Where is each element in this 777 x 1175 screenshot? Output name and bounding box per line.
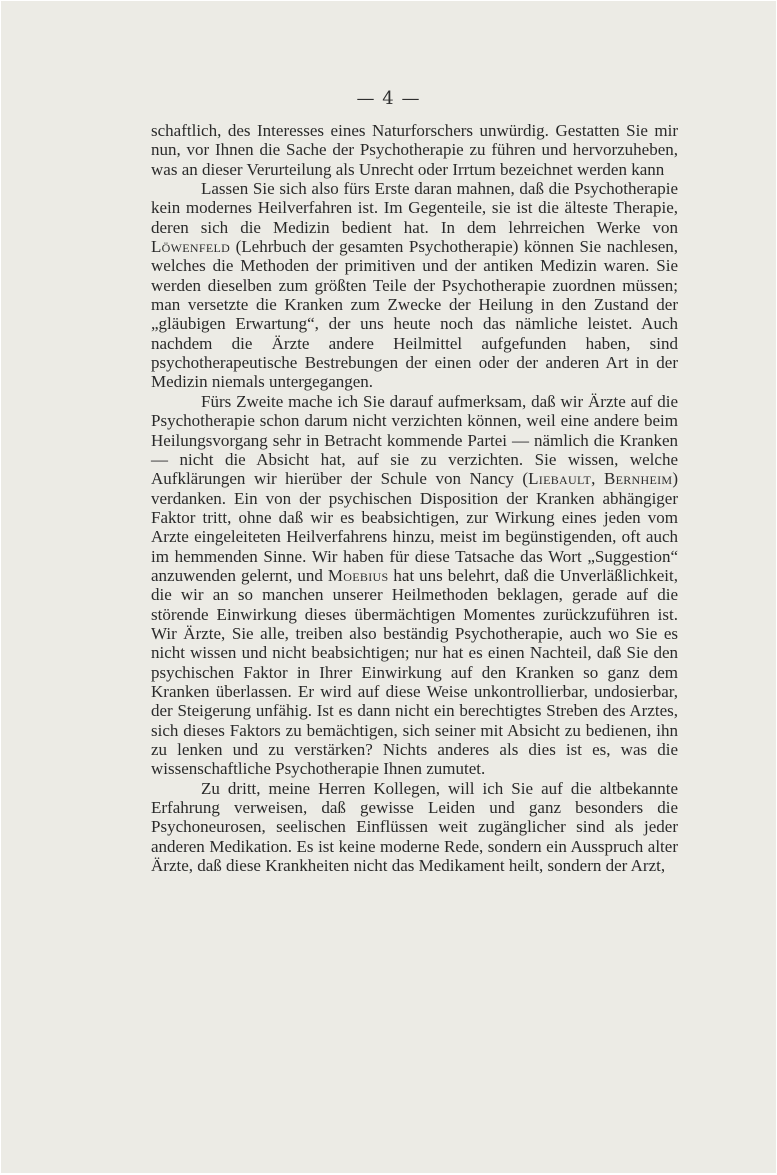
paragraph bbox=[151, 179, 678, 392]
paragraph bbox=[151, 392, 678, 779]
author-name: Liebault bbox=[528, 469, 592, 489]
paragraph-text: , bbox=[591, 469, 604, 489]
paragraph-text: Lassen Sie sich also fürs Erste daran mahnen, daß die Psychotherapie kein modernes Heilverfahren ist. Im Gegenteile, sie ist die älteste Therapie, deren sich die Medizin bedient hat. In dem lehrreichen Werke von bbox=[151, 179, 678, 237]
paragraph-text: Fürs Zweite mache ich Sie darauf aufmerksam, daß wir Ärzte auf die Psychotherapie schon darum nicht verzichten können, weil eine andere beim Heilungsvorgang sehr in Betracht kommende Partei — nämlich die Kranken — nicht die Absicht hat, auf sie zu verzichten. Sie wissen, welche Aufklärungen wir hierüber der Schule von Nancy ( bbox=[151, 391, 678, 489]
paragraph-text: ) verdanken. Ein von der psychischen Disposition der Kranken abhängiger Faktor tritt, ohne daß wir es beabsichtigen, zur Wirkung eines jeden vom Arzte eingeleiteten Heilverfahrens hinzu, meist im begünstigenden, oft auch im hemmenden Sinne. Wir haben für diese Tatsache das Wort „Suggestion“ anzuwenden gelernt, und bbox=[151, 469, 679, 585]
paragraph-text: schaftlich, des Interesses eines Naturforschers unwürdig. Gestatten Sie mir nun, vor Ihnen die Sache der Psychotherapie zu führen und hervorzuheben, was an dieser Verurteilung als Unrecht oder Irrtum bezeichnet werden kann bbox=[151, 121, 678, 179]
page-number: — 4 — bbox=[356, 88, 421, 109]
author-name: Bernheim bbox=[603, 469, 673, 489]
paragraph-text: Zu dritt, meine Herren Kollegen, will ich Sie auf die altbekannte Erfahrung verweisen, daß gewisse Leiden und ganz besonders die Psychoneurosen, seelischen Einflüssen weit zugänglicher sind als jeder anderen Medikation. Es ist keine moderne Rede, sondern ein Ausspruch alter Ärzte, daß diese Krankheiten nicht das Medikament heilt, sondern der Arzt, bbox=[151, 778, 678, 876]
body-text bbox=[151, 121, 678, 875]
author-name: Moebius bbox=[327, 565, 389, 585]
document-page bbox=[1, 1, 776, 1173]
paragraph bbox=[151, 121, 678, 179]
paragraph-text: hat uns belehrt, daß die Unverläßlichkeit, die wir an so manchen unserer Heilmethoden beklagen, gerade auf die störende Einwirkung dieses übermächtigen Momentes zurückzuführen ist. Wir Ärzte, Sie alle, treiben also beständig Psychotherapie, auch wo Sie es nicht wissen und nicht beabsichtigen; nur hat es einen Nachteil, daß Sie den psychischen Faktor in Ihrer Einwirkung auf den Kranken so ganz dem Kranken überlassen. Er wird auf diese Weise unkontrollierbar, undosierbar, der Steigerung unfähig. Ist es dann nicht ein berechtigtes Streben des Arztes, sich dieses Faktors zu bemächtigen, sich seiner mit Absicht zu bedienen, ihn zu lenken und zu verstärken? Nichts anderes als dies ist es, was die wissenschaftliche Psychotherapie Ihnen zumutet. bbox=[151, 565, 678, 779]
paragraph bbox=[151, 779, 678, 876]
author-name: Löwenfeld bbox=[151, 237, 231, 257]
paragraph-text: (Lehrbuch der gesamten Psychotherapie) können Sie nachlesen, welches die Methoden der primitiven und der antiken Medizin waren. Sie werden dieselben zum größten Teile der Psychotherapie zuordnen müssen; man versetzte die Kranken zum Zwecke der Heilung in den Zustand der „gläubigen Erwartung“, der uns heute noch das nämliche leistet. Auch nachdem die Ärzte andere Heilmittel aufgefunden haben, sind psychotherapeutische Bestrebungen der einen oder der anderen Art in der Medizin niemals untergegangen. bbox=[151, 237, 678, 392]
